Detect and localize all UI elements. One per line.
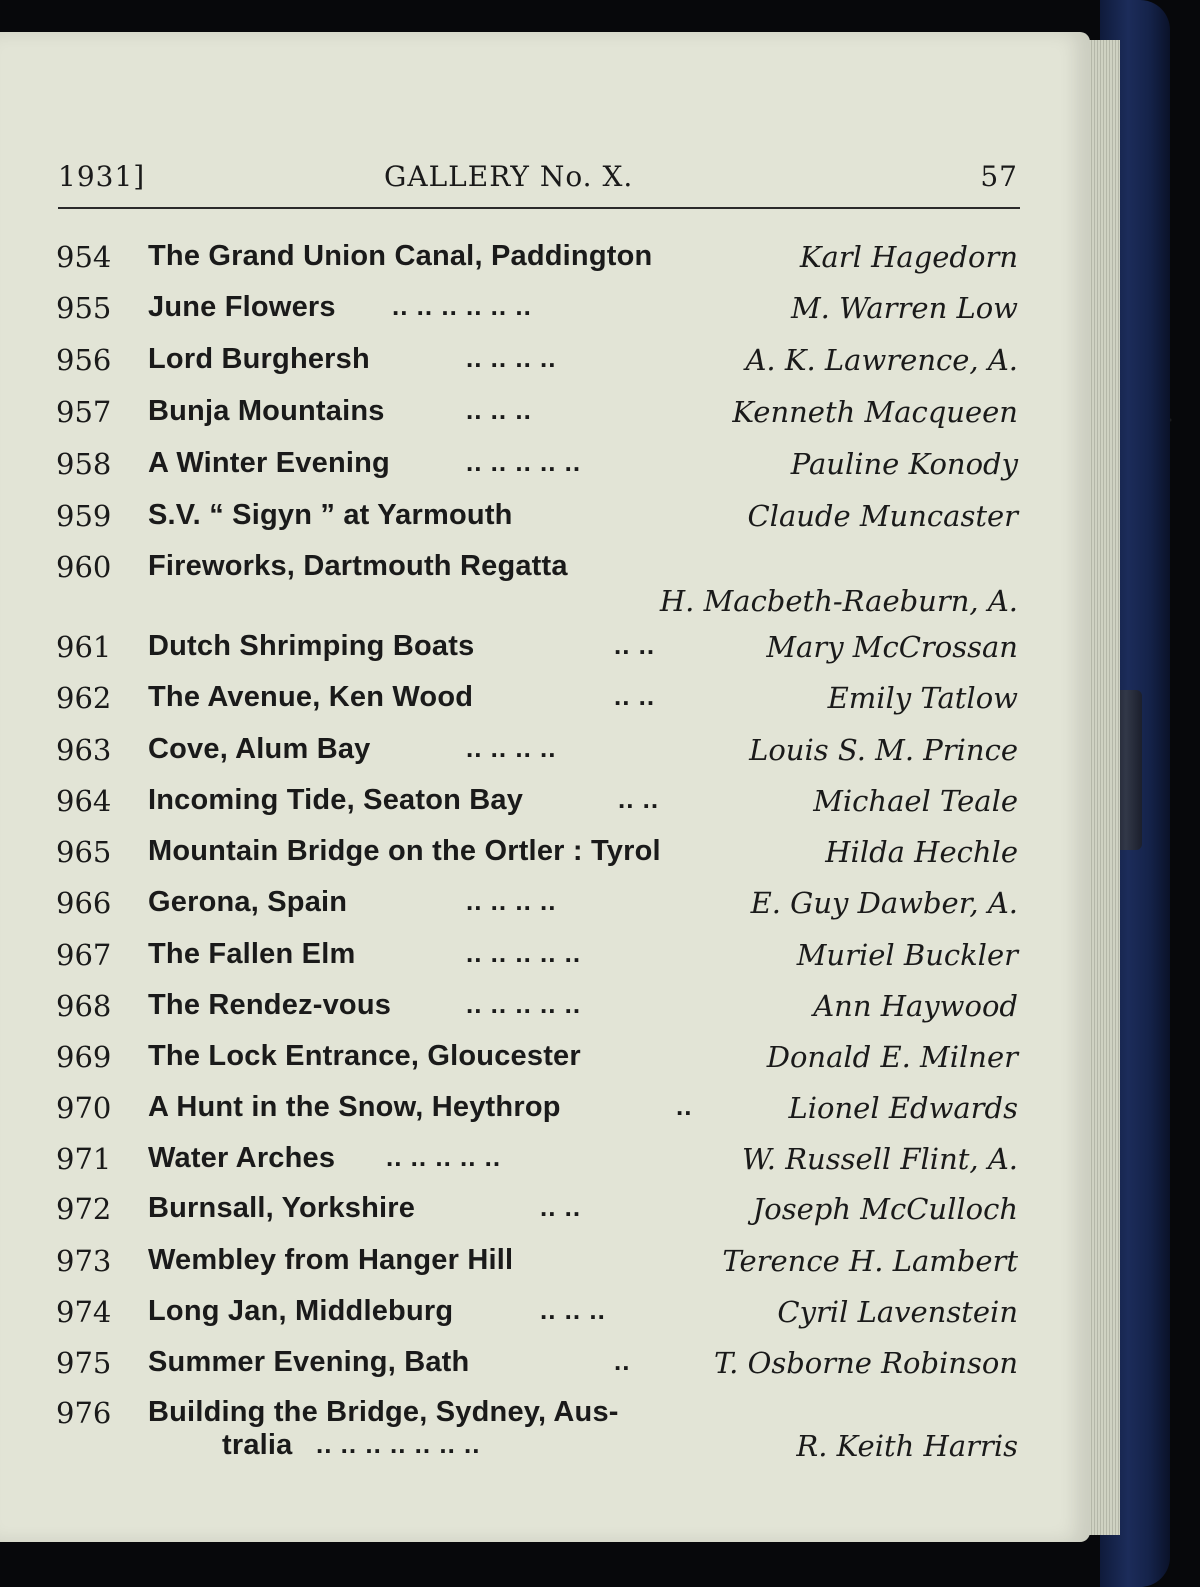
dot-leader: ..	[676, 1091, 693, 1121]
entry-artist: Muriel Buckler	[796, 938, 1018, 972]
entry-title: A Winter Evening	[148, 447, 390, 479]
entry-number: 968	[56, 989, 112, 1023]
dot-leader: .. .. .. ..	[466, 733, 557, 763]
dot-leader: .. .. ..	[540, 1295, 606, 1325]
entry-title: Fireworks, Dartmouth Regatta	[148, 550, 568, 582]
entry-title: Bunja Mountains	[148, 395, 385, 427]
entry-number: 976	[56, 1396, 112, 1430]
entry-title: Gerona, Spain	[148, 886, 348, 918]
entry-artist: W. Russell Flint, A.	[742, 1142, 1018, 1176]
entry-number: 972	[56, 1192, 112, 1226]
entry-title: Summer Evening, Bath	[148, 1346, 470, 1378]
entry-artist: E. Guy Dawber, A.	[750, 886, 1018, 920]
entry-title: The Fallen Elm	[148, 938, 356, 970]
entry-list	[0, 32, 1090, 1542]
entry-title: Water Arches	[148, 1142, 336, 1174]
entry-number: 955	[56, 291, 112, 325]
entry-number: 954	[56, 240, 112, 274]
dot-leader: .. ..	[540, 1192, 582, 1222]
entry-title: Dutch Shrimping Boats	[148, 630, 475, 662]
dot-leader: ..	[614, 1346, 631, 1376]
entry-title: Lord Burghersh	[148, 343, 370, 375]
entry-number: 959	[56, 499, 112, 533]
entry-title: Mountain Bridge on the Ortler : Tyrol	[148, 835, 661, 867]
entry-artist: Hilda Hechle	[825, 835, 1018, 869]
entry-title: Wembley from Hanger Hill	[148, 1244, 514, 1276]
catalogue-page	[0, 32, 1090, 1542]
entry-number: 961	[56, 630, 112, 664]
entry-artist: T. Osborne Robinson	[714, 1346, 1018, 1380]
entry-number: 966	[56, 886, 112, 920]
entry-artist: Claude Muncaster	[747, 499, 1018, 533]
dot-leader: .. .. .. .. .. .. ..	[316, 1429, 481, 1459]
entry-number: 974	[56, 1295, 112, 1329]
dot-leader: .. ..	[614, 630, 656, 660]
dot-leader: .. .. ..	[466, 395, 532, 425]
entry-artist: Karl Hagedorn	[799, 240, 1018, 274]
entry-number: 973	[56, 1244, 112, 1278]
dot-leader: .. .. .. .. ..	[386, 1142, 502, 1172]
entry-title: Building the Bridge, Sydney, Aus-	[148, 1396, 619, 1428]
dot-leader: .. ..	[614, 681, 656, 711]
entry-artist: Kenneth Macqueen	[732, 395, 1018, 429]
entry-artist: Cyril Lavenstein	[777, 1295, 1018, 1329]
dot-leader: .. .. .. ..	[466, 343, 557, 373]
entry-number: 964	[56, 784, 112, 818]
entry-number: 967	[56, 938, 112, 972]
dot-leader: .. ..	[618, 784, 660, 814]
entry-number: 970	[56, 1091, 112, 1125]
entry-artist: Louis S. M. Prince	[749, 733, 1018, 767]
entry-title: June Flowers	[148, 291, 336, 323]
entry-artist: H. Macbeth-Raeburn, A.	[659, 584, 1018, 618]
entry-artist: A. K. Lawrence, A.	[745, 343, 1018, 377]
entry-artist: M. Warren Low	[790, 291, 1018, 325]
dot-leader: .. .. .. ..	[466, 886, 557, 916]
entry-artist: Terence H. Lambert	[722, 1244, 1018, 1278]
header-year: 1931]	[58, 160, 146, 193]
entry-artist: Joseph McCulloch	[752, 1192, 1018, 1226]
entry-number: 958	[56, 447, 112, 481]
entry-title: The Lock Entrance, Gloucester	[148, 1040, 581, 1072]
entry-number: 963	[56, 733, 112, 767]
entry-title: Incoming Tide, Seaton Bay	[148, 784, 524, 816]
entry-title: Long Jan, Middleburg	[148, 1295, 454, 1327]
entry-artist: Michael Teale	[813, 784, 1018, 818]
dot-leader: .. .. .. .. ..	[466, 938, 582, 968]
entry-title: A Hunt in the Snow, Heythrop	[148, 1091, 561, 1123]
entry-number: 956	[56, 343, 112, 377]
entry-number: 957	[56, 395, 112, 429]
entry-artist: Pauline Konody	[790, 447, 1018, 481]
entry-title-continuation: tralia	[222, 1429, 293, 1461]
entry-artist: Donald E. Milner	[766, 1040, 1018, 1074]
entry-number: 960	[56, 550, 112, 584]
entry-artist: Lionel Edwards	[788, 1091, 1018, 1125]
entry-title: Cove, Alum Bay	[148, 733, 371, 765]
entry-number: 975	[56, 1346, 112, 1380]
dot-leader: .. .. .. .. ..	[466, 447, 582, 477]
entry-number: 962	[56, 681, 112, 715]
entry-artist: Emily Tatlow	[827, 681, 1018, 715]
entry-artist: Mary McCrossan	[766, 630, 1018, 664]
entry-title: The Avenue, Ken Wood	[148, 681, 474, 713]
entry-number: 969	[56, 1040, 112, 1074]
entry-title: Burnsall, Yorkshire	[148, 1192, 416, 1224]
page-number: 57	[980, 160, 1018, 193]
dot-leader: .. .. .. .. .. ..	[392, 291, 532, 321]
entry-title: The Grand Union Canal, Paddington	[148, 240, 653, 272]
entry-title: The Rendez-vous	[148, 989, 392, 1021]
header-title: GALLERY No. X.	[384, 160, 634, 193]
dot-leader: .. .. .. .. ..	[466, 989, 582, 1019]
entry-artist: Ann Haywood	[813, 989, 1018, 1023]
entry-title: S.V. “ Sigyn ” at Yarmouth	[148, 499, 513, 531]
entry-number: 971	[56, 1142, 112, 1176]
entry-artist: R. Keith Harris	[796, 1429, 1018, 1463]
entry-number: 965	[56, 835, 112, 869]
